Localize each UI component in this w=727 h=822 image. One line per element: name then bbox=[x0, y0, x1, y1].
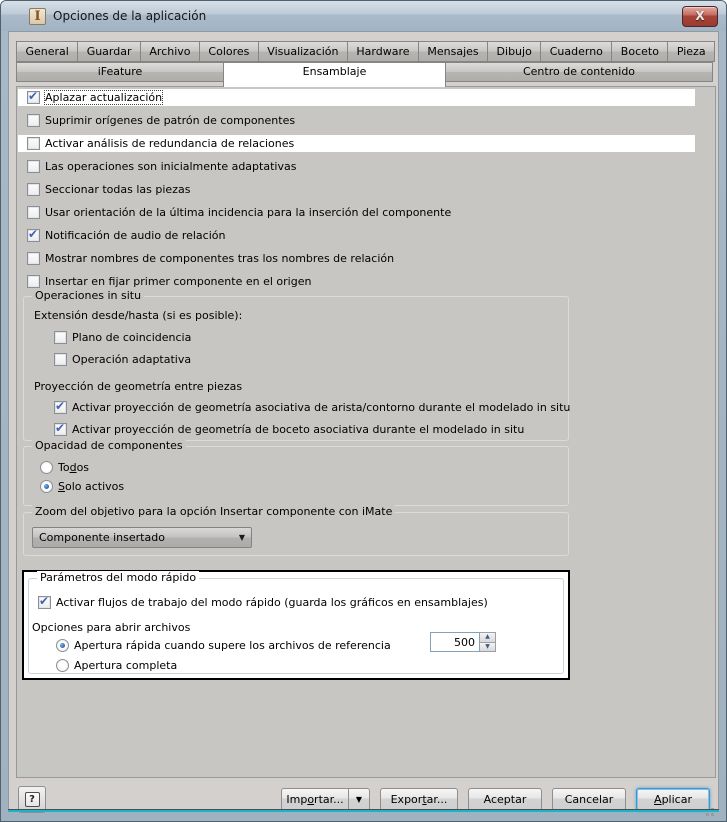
checkbox[interactable] bbox=[54, 423, 67, 436]
option-label: Solo activos bbox=[58, 480, 125, 493]
express-mode-highlight-region bbox=[22, 570, 570, 680]
tab-cuaderno[interactable]: Cuaderno bbox=[540, 41, 612, 62]
tab-mensajes[interactable]: Mensajes bbox=[418, 41, 488, 62]
group-operaciones-in-situ bbox=[23, 289, 571, 441]
dropdown-selected-value: Componente insertado bbox=[39, 531, 165, 544]
option-label: Todos bbox=[58, 461, 90, 474]
checkbox[interactable] bbox=[27, 206, 40, 219]
radio-apertura-rapida[interactable] bbox=[56, 639, 391, 652]
check-icon: ✔ bbox=[39, 594, 50, 608]
option-row-notificacion-audio[interactable] bbox=[18, 227, 695, 244]
option-label: Aplazar actualización bbox=[45, 91, 163, 104]
option-row-mostrar-nombres[interactable] bbox=[18, 250, 695, 267]
tab-general[interactable]: General bbox=[16, 41, 78, 62]
group-title: Opacidad de componentes bbox=[32, 439, 186, 452]
close-icon[interactable]: X bbox=[682, 6, 718, 27]
group-title: Zoom del objetivo para la opción Insertar componente con iMate bbox=[32, 505, 395, 518]
checkbox[interactable] bbox=[54, 401, 67, 414]
checkbox[interactable] bbox=[38, 596, 51, 609]
check-icon: ✔ bbox=[28, 89, 39, 103]
option-label: Activar análisis de redundancia de relaciones bbox=[45, 137, 295, 150]
option-label: Insertar en fijar primer componente en el origen bbox=[45, 275, 312, 288]
teal-accent-line bbox=[8, 810, 719, 812]
extension-label: Extensión desde/hasta (si es posible): bbox=[34, 309, 243, 322]
option-row-suprimir-origenes[interactable] bbox=[18, 112, 695, 129]
option-activar-flujos-rapido[interactable] bbox=[38, 596, 488, 609]
radio-apertura-completa[interactable] bbox=[56, 659, 177, 672]
checkbox[interactable] bbox=[27, 137, 40, 150]
option-label: Operación adaptativa bbox=[72, 353, 192, 366]
tab-colores[interactable]: Colores bbox=[199, 41, 259, 62]
checkbox[interactable] bbox=[27, 275, 40, 288]
projection-label: Proyección de geometría entre piezas bbox=[34, 380, 243, 393]
checkbox[interactable] bbox=[54, 353, 67, 366]
checkbox[interactable] bbox=[27, 160, 40, 173]
radio-todos[interactable] bbox=[40, 461, 560, 474]
option-plano-coincidencia[interactable] bbox=[54, 331, 560, 344]
option-label: Notificación de audio de relación bbox=[45, 229, 226, 242]
tab-centro-de-contenido[interactable]: Centro de contenido bbox=[445, 62, 713, 82]
export-button[interactable]: Exportar... bbox=[380, 788, 458, 811]
import-dropdown-arrow-icon[interactable]: ▼ bbox=[348, 788, 370, 811]
tab-archivo[interactable]: Archivo bbox=[140, 41, 200, 62]
apply-button[interactable]: Aplicar bbox=[636, 788, 710, 811]
option-proyeccion-boceto[interactable] bbox=[54, 423, 560, 436]
ensamblaje-tab-panel bbox=[16, 86, 716, 778]
check-icon: ✔ bbox=[55, 421, 66, 435]
tab-bar-row1 bbox=[16, 41, 715, 62]
tab-boceto[interactable]: Boceto bbox=[611, 41, 668, 62]
option-checkbox-list bbox=[18, 89, 695, 296]
title-bar[interactable] bbox=[1, 1, 726, 31]
import-button[interactable]: Importar... bbox=[281, 788, 349, 811]
option-proyeccion-arista[interactable] bbox=[54, 399, 571, 414]
checkbox[interactable] bbox=[27, 91, 40, 104]
spinner-down-icon[interactable]: ▼ bbox=[480, 643, 496, 653]
footer-button-row bbox=[281, 788, 710, 811]
radio-button[interactable] bbox=[40, 461, 53, 474]
inventor-app-icon: I bbox=[29, 8, 46, 25]
radio-dot-icon bbox=[44, 484, 49, 489]
option-row-usar-orientacion[interactable] bbox=[18, 204, 695, 221]
option-label: Activar proyección de geometría de boceto asociativa durante el modelado in situ bbox=[72, 423, 525, 436]
tab-bar-row2 bbox=[16, 62, 715, 82]
option-row-aplazar-actualizacion[interactable] bbox=[18, 89, 695, 106]
option-row-operaciones-adaptativas[interactable] bbox=[18, 158, 695, 175]
check-icon: ✔ bbox=[55, 399, 66, 413]
group-opacidad-componentes bbox=[23, 439, 569, 506]
dialog-client-area bbox=[8, 31, 719, 810]
accept-button[interactable]: Aceptar bbox=[468, 788, 542, 811]
chevron-down-icon: ▼ bbox=[238, 533, 245, 542]
tab-ensamblaje[interactable]: Ensamblaje bbox=[223, 62, 446, 87]
option-label: Seccionar todas las piezas bbox=[45, 183, 191, 196]
option-label: Apertura rápida cuando supere los archivos de referencia bbox=[74, 639, 391, 652]
radio-button[interactable] bbox=[40, 480, 53, 493]
tab-pieza[interactable]: Pieza bbox=[667, 41, 715, 62]
tab-hardware[interactable]: Hardware bbox=[347, 41, 419, 62]
group-title: Operaciones in situ bbox=[32, 289, 144, 302]
dialog-title: Opciones de la aplicación bbox=[53, 9, 207, 23]
reference-files-count-input[interactable] bbox=[430, 632, 480, 652]
checkbox[interactable] bbox=[27, 229, 40, 242]
option-label: Usar orientación de la última incidencia para la inserción del componente bbox=[45, 206, 452, 219]
option-label: Apertura completa bbox=[74, 659, 178, 672]
checkbox[interactable] bbox=[27, 114, 40, 127]
radio-solo-activos[interactable] bbox=[40, 480, 560, 493]
checkbox[interactable] bbox=[27, 183, 40, 196]
radio-button[interactable] bbox=[56, 659, 69, 672]
tab-dibujo[interactable]: Dibujo bbox=[487, 41, 541, 62]
checkbox[interactable] bbox=[54, 331, 67, 344]
option-label: Mostrar nombres de componentes tras los nombres de relación bbox=[45, 252, 395, 265]
reference-files-spinner bbox=[430, 632, 496, 652]
open-options-label: Opciones para abrir archivos bbox=[32, 621, 191, 634]
cancel-button[interactable]: Cancelar bbox=[552, 788, 626, 811]
option-label: Plano de coincidencia bbox=[72, 331, 192, 344]
zoom-target-dropdown[interactable] bbox=[32, 527, 252, 548]
check-icon: ✔ bbox=[28, 227, 39, 241]
radio-dot-icon bbox=[60, 643, 65, 648]
checkbox[interactable] bbox=[27, 252, 40, 265]
option-label: Activar flujos de trabajo del modo rápido (guarda los gráficos en ensamblajes) bbox=[56, 596, 488, 609]
option-label: Las operaciones son inicialmente adaptativas bbox=[45, 160, 297, 173]
tab-ifeature[interactable]: iFeature bbox=[16, 62, 224, 82]
help-icon: ? bbox=[25, 792, 40, 807]
group-title: Parámetros del modo rápido bbox=[37, 571, 199, 584]
group-zoom-objetivo bbox=[23, 505, 569, 556]
option-operacion-adaptativa[interactable] bbox=[54, 353, 560, 366]
tab-visualizacion[interactable]: Visualización bbox=[258, 41, 348, 62]
option-label: Suprimir orígenes de patrón de componentes bbox=[45, 114, 296, 127]
option-row-analisis-redundancia[interactable] bbox=[18, 135, 695, 152]
option-row-seccionar-piezas[interactable] bbox=[18, 181, 695, 198]
option-label: Activar proyección de geometría asociativa de arista/contorno durante el modelado in situ bbox=[72, 401, 571, 414]
option-row-insertar-fijar[interactable] bbox=[18, 273, 695, 290]
import-split-button bbox=[281, 788, 370, 811]
radio-button[interactable] bbox=[56, 639, 69, 652]
spinner-up-icon[interactable]: ▲ bbox=[480, 632, 496, 643]
tab-guardar[interactable]: Guardar bbox=[77, 41, 141, 62]
